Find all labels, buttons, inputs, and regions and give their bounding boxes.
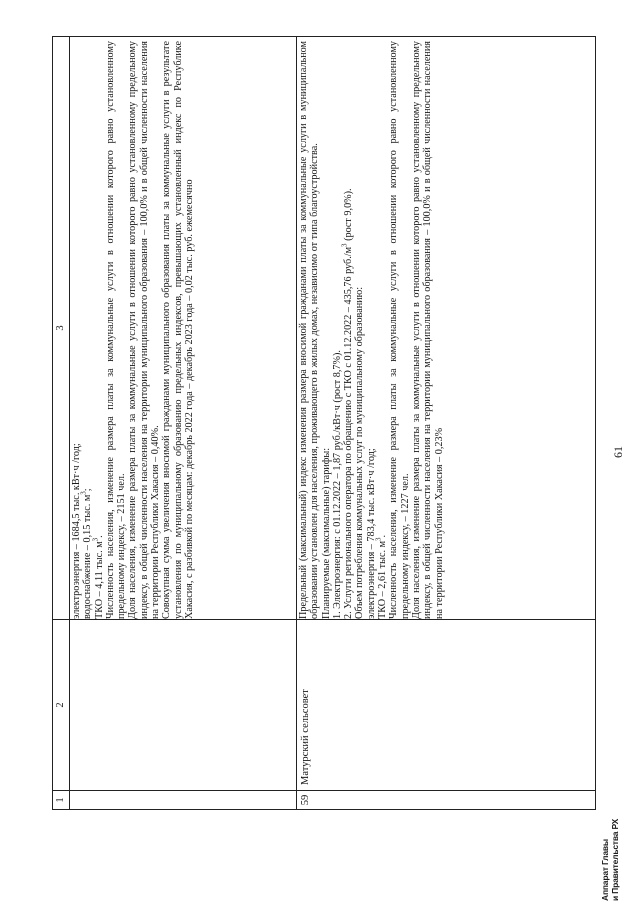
footer-line-2: и Правительства РХ	[610, 818, 620, 901]
row-2-name: Матурский сельсовет	[300, 689, 311, 785]
footer-stamp	[600, 751, 620, 901]
row-2-line-2: Планируемые (максимальные) тарифы:	[320, 447, 332, 619]
row-1-line-5: Доля населения, изменение размера платы за коммунальные услуги в отношении которого равно установленному предельному индексу, в общей численности населения на территории муниципального образования – 100,0% и в общей численности населения на территории Республики Хакасия – 0,40%.	[127, 41, 162, 619]
header-col-1: 1	[55, 797, 66, 803]
row-1-line-3: ТКО – 4,11 тыс. $м^3$.	[91, 535, 105, 619]
row-1-line-1: электроэнергия – 1684,5 тыс. кВт·ч /год;	[71, 443, 82, 619]
row-2-number: 59	[300, 794, 311, 806]
row-2-line-1: Предельный (максимальный) индекс изменения размера вносимой гражданами платы за коммунальные услуги в муниципальном образовании установлен для населения, проживающего в жилых домах, независимо от типа благоустройства.	[298, 41, 321, 619]
header-divider	[69, 37, 70, 809]
data-table	[52, 36, 596, 810]
row-1-content	[71, 41, 195, 619]
row-1-line-2: водоснабжение – 0,15 тыс. $м^3$;	[79, 488, 94, 619]
col-divider-2	[53, 619, 595, 620]
row-2-line-9: Доля населения, изменение размера платы за коммунальные услуги в отношении которого равно установленному предельному индексу, в общей численности населения на территории муниципального образования – 100,0% и в общей численности населения на территории Республики Хакасия – 0,23%	[410, 41, 445, 619]
row-1-line-6: Совокупная сумма увеличения вносимой гражданами муниципального образования платы за коммунальные услуги в результате установления по муниципальному образованию предельных индексов, превышающих установленный индекс по Республике Хакасия, с разбивкой по месяцам: декабрь 2022 года – декабрь 2023 года – 0,02 тыс. руб. ежемесячно	[161, 41, 195, 619]
header-col-3: 3	[55, 325, 66, 331]
row-2-content	[298, 41, 445, 619]
footer-line-1: Аппарат Главы	[600, 839, 610, 901]
row-2-line-5: Объем потребления коммунальных услуг по муниципальному образованию:	[354, 286, 366, 619]
row-divider	[296, 37, 297, 809]
row-2-line-8: Численность населения, изменение размера платы за коммунальные услуги в отношении которого равно установленному предельному индексу, – 1227 чел.	[388, 41, 411, 619]
row-2-line-4: 2. Услуги регионального оператора по обращению с ТКО с 01.12.2022 – 435,76 $руб./м^3$ (рост 9,0%).	[340, 188, 355, 619]
row-1-line-4: Численность населения, изменение размера платы за коммунальные услуги в отношении которого равно установленному предельному индексу, – 2151 чел.	[104, 41, 128, 619]
header-col-2: 2	[55, 702, 66, 708]
col-divider-1	[53, 790, 595, 791]
row-2-line-7: ТКО – 2,61 тыс. $м^3$.	[374, 534, 389, 619]
page-number: 61	[611, 446, 625, 458]
row-2-line-6: электроэнергия – 783,4 тыс. кВт·ч /год;	[365, 448, 377, 619]
row-2-line-3: 1. Электроэнергия: с 01.12.2022 – 1,87 руб./кВт·ч (рост 8,7%).	[331, 350, 343, 619]
